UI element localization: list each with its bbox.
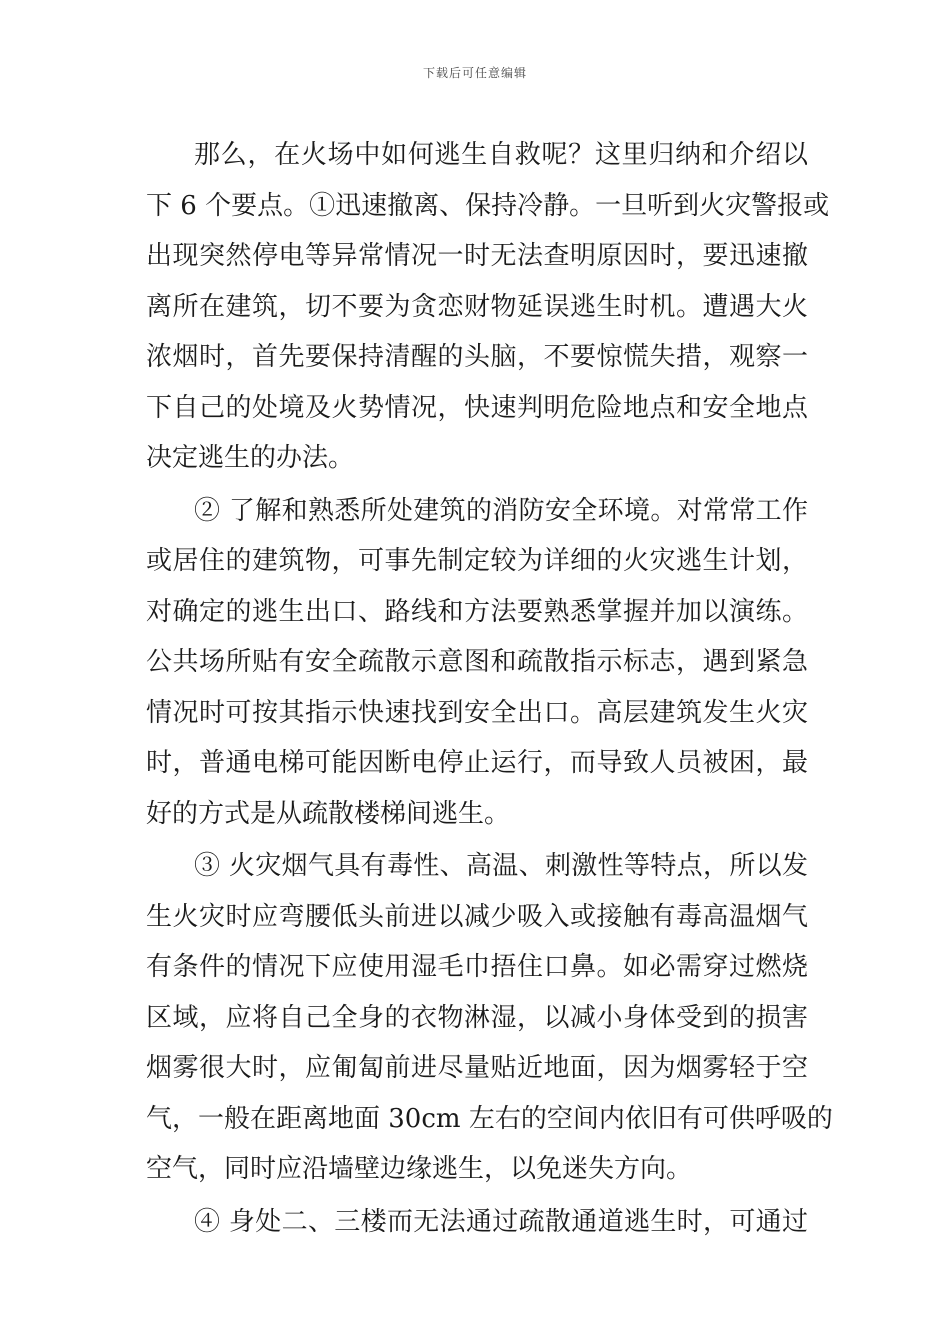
- text-line: ③ 火灾烟气具有毒性、高温、刺激性等特点，所以发: [194, 851, 808, 881]
- text-line: 离所在建筑，切不要为贪恋财物延误逃生时机。遭遇大火: [146, 291, 808, 322]
- paragraph-1: [146, 130, 830, 484]
- text-line: 或居住的建筑物，可事先制定较为详细的火灾逃生计划，: [146, 546, 808, 576]
- text-line: 浓烟时，首先要保持清醒的头脑，不要惊慌失措，观察一: [146, 342, 808, 372]
- page-header: 下载后可任意编辑: [422, 66, 527, 80]
- text-line: ④ 身处二、三楼而无法通过疏散通道逃生时，可通过: [194, 1206, 808, 1237]
- text-line: 气，一般在距离地面 30cm 左右的空间内依旧有可供呼吸的: [146, 1103, 833, 1134]
- text-line: 区域，应将自己全身的衣物淋湿，以减小身体受到的损害: [146, 1002, 808, 1033]
- text-line: 时，普通电梯可能因断电停止运行，而导致人员被困，最: [146, 748, 808, 778]
- paragraph-4: [146, 1197, 808, 1248]
- text-line: 有条件的情况下应使用湿毛巾捂住口鼻。如必需穿过燃烧: [146, 952, 808, 982]
- text-line: 决定逃生的办法。: [146, 443, 355, 473]
- text-line: 情况时可按其指示快速找到安全出口。高层建筑发生火灾: [146, 697, 808, 728]
- text-line: 对确定的逃生出口、路线和方法要熟悉掌握并加以演练。: [146, 596, 808, 627]
- document-body: [146, 130, 833, 1247]
- text-line: ② 了解和熟悉所处建筑的消防安全环境。对常常工作: [194, 495, 808, 526]
- text-line: 空气，同时应沿墙壁边缘逃生，以免迷失方向。: [146, 1154, 693, 1184]
- text-line: 下 6 个要点。①迅速撤离、保持冷静。一旦听到火灾警报或: [146, 190, 830, 221]
- text-line: 公共场所贴有安全疏散示意图和疏散指示标志，遇到紧急: [146, 647, 808, 677]
- text-line: 烟雾很大时，应匍匐前进尽量贴近地面，因为烟雾轻于空: [146, 1053, 808, 1083]
- text-line: 好的方式是从疏散楼梯间逃生。: [146, 798, 511, 829]
- text-line: 那么，在火场中如何逃生自救呢？这里归纳和介绍以: [194, 140, 808, 170]
- text-line: 生火灾时应弯腰低头前进以减少吸入或接触有毒高温烟气: [146, 901, 808, 932]
- paragraph-3: [146, 841, 833, 1195]
- paragraph-2: [146, 486, 808, 840]
- text-line: 下自己的处境及火势情况，快速判明危险地点和安全地点: [146, 392, 808, 423]
- text-line: 出现突然停电等异常情况一时无法查明原因时，要迅速撤: [146, 241, 808, 271]
